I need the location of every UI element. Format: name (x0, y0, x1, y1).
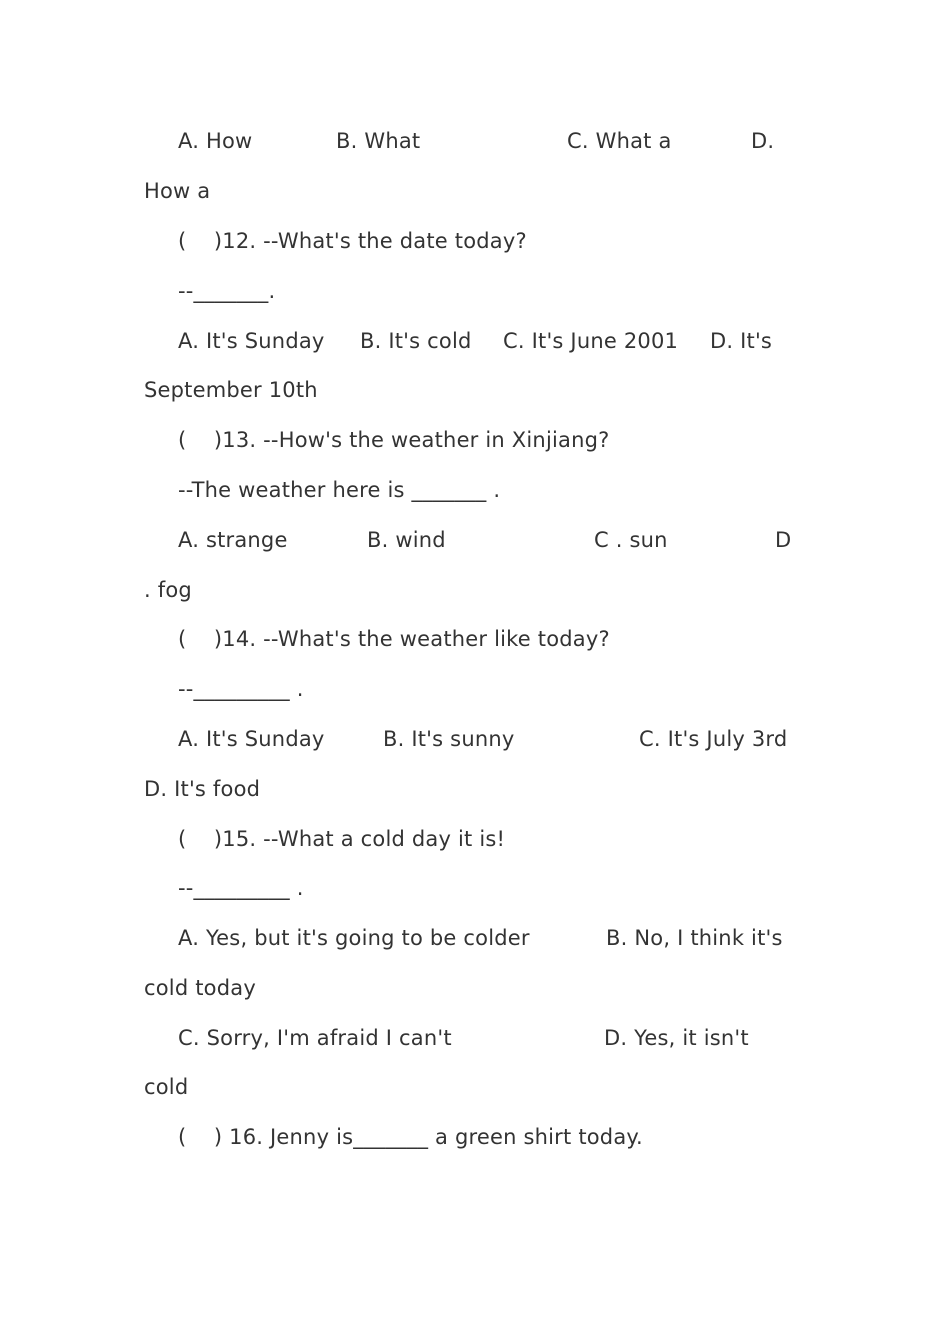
q15-question: ( )15. --What a cold day it is! (178, 827, 506, 851)
q11-option-d: D. (751, 129, 775, 153)
q15-options-wrap-1: cold today (144, 976, 256, 1000)
q11-option-b: B. What (336, 129, 421, 153)
q15-answer-blank: --_________ . (178, 876, 304, 900)
q12-options-wrap: September 10th (144, 378, 318, 402)
q11-option-c: C. What a (567, 129, 672, 153)
q15-option-d: D. Yes, it isn't (604, 1026, 749, 1050)
q14-option-c: C. It's July 3rd (639, 727, 788, 751)
q13-answer-blank: --The weather here is _______ . (178, 478, 501, 502)
q13-option-d: D (775, 528, 792, 552)
q15-options-line-1 (0, 923, 950, 953)
q15-option-a: A. Yes, but it's going to be colder (178, 926, 530, 950)
q12-option-a: A. It's Sunday (178, 329, 325, 353)
q14-options-wrap: D. It's food (144, 777, 261, 801)
q14-option-a: A. It's Sunday (178, 727, 325, 751)
q14-option-b: B. It's sunny (383, 727, 515, 751)
q12-option-b: B. It's cold (360, 329, 472, 353)
q14-answer-blank: --_________ . (178, 677, 304, 701)
q12-question: ( )12. --What's the date today? (178, 229, 527, 253)
q13-option-b: B. wind (367, 528, 446, 552)
q12-options-line (0, 326, 950, 356)
q11-options-wrap: How a (144, 179, 211, 203)
q12-option-d: D. It's (710, 329, 773, 353)
q15-options-line-2 (0, 1023, 950, 1053)
q12-option-c: C. It's June 2001 (503, 329, 679, 353)
q13-option-c: C . sun (594, 528, 668, 552)
q14-options-line (0, 724, 950, 754)
q15-option-b: B. No, I think it's (606, 926, 783, 950)
q11-option-a: A. How (178, 129, 253, 153)
q13-option-a: A. strange (178, 528, 288, 552)
q15-option-c: C. Sorry, I'm afraid I can't (178, 1026, 452, 1050)
q14-question: ( )14. --What's the weather like today? (178, 627, 610, 651)
q13-options-wrap: . fog (144, 578, 192, 602)
q15-options-wrap-2: cold (144, 1075, 189, 1099)
q11-options-line (0, 126, 950, 156)
q13-options-line (0, 525, 950, 555)
q12-answer-blank: --_______. (178, 279, 276, 303)
q13-question: ( )13. --How's the weather in Xinjiang? (178, 428, 610, 452)
q16-question: ( ) 16. Jenny is_______ a green shirt today. (178, 1125, 643, 1149)
